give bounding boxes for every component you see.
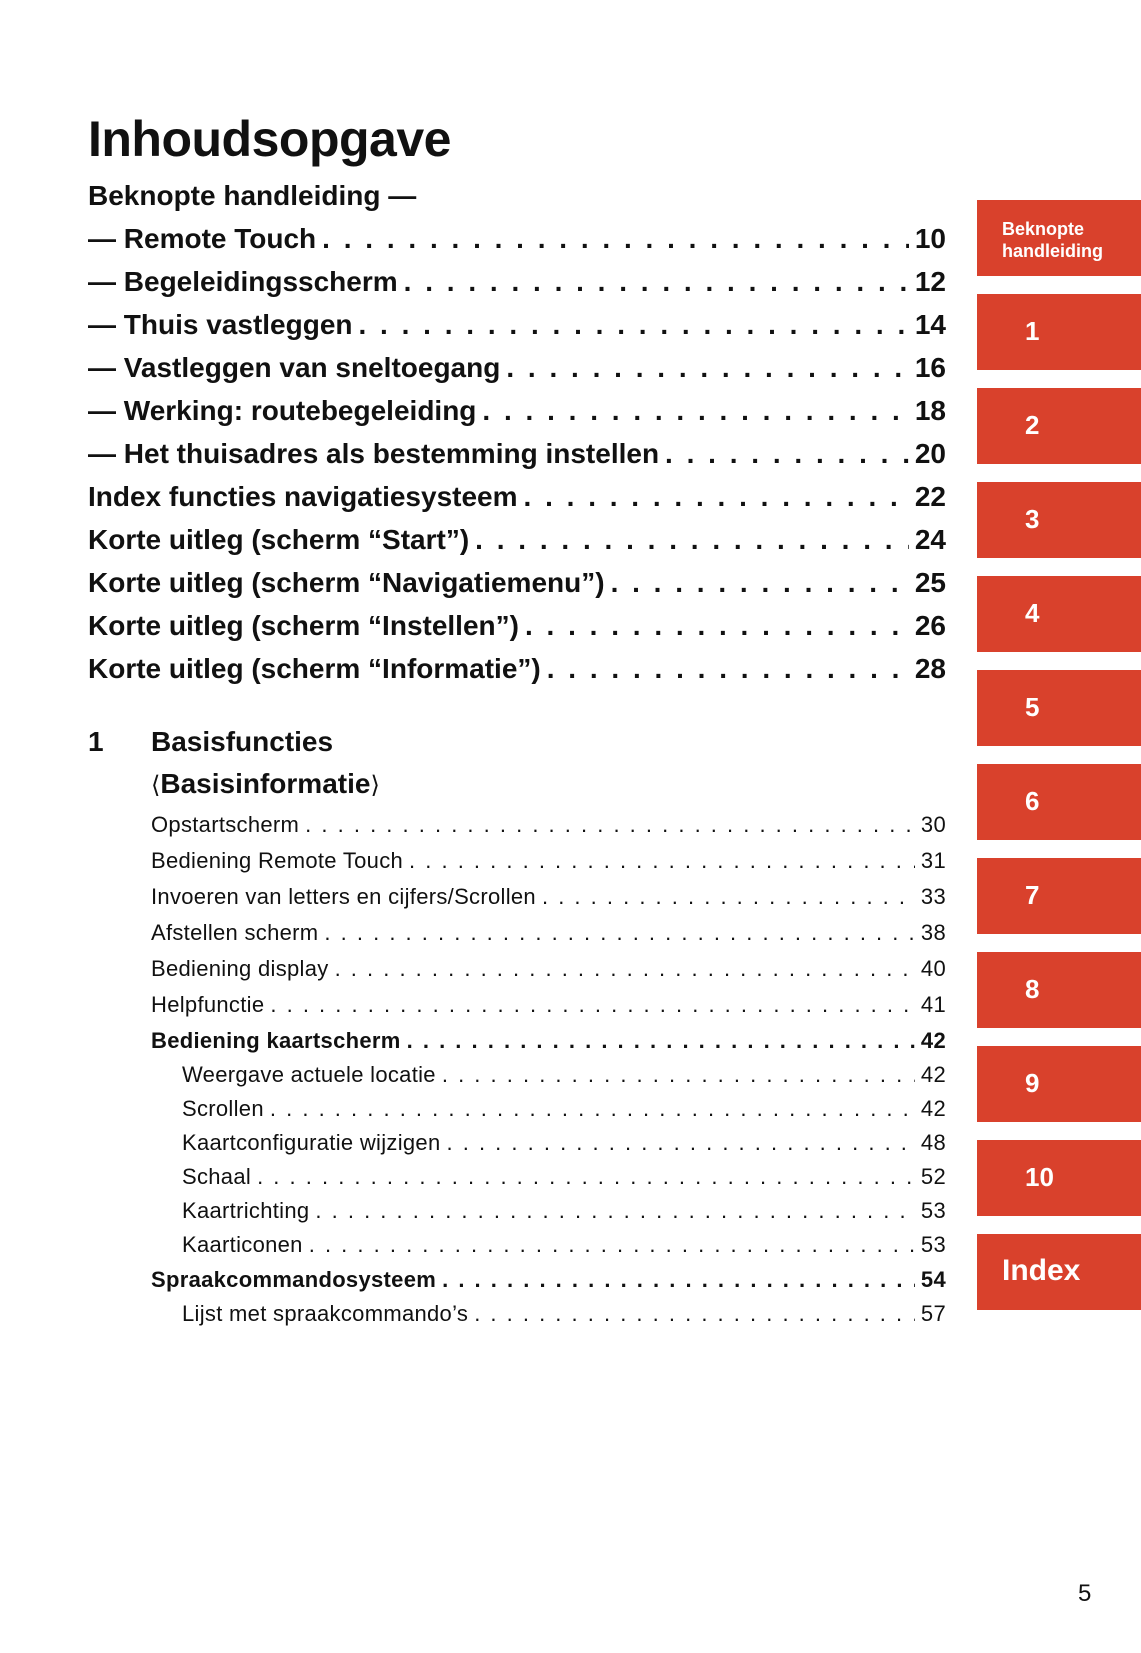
toc-entry[interactable] (88, 567, 946, 605)
toc-entry-label: — Thuis vastleggen (88, 309, 353, 340)
quick-guide-heading: Beknopte handleiding — (88, 180, 417, 211)
toc-entry-label: Scrollen (182, 1096, 264, 1121)
dot-leader (324, 920, 915, 946)
toc-entry-label: Korte uitleg (scherm “Instellen”) (88, 610, 519, 641)
tab-label: 9 (1025, 1068, 1040, 1098)
tab-chapter-2[interactable] (977, 388, 1141, 464)
toc-subentry[interactable] (182, 1096, 946, 1126)
toc-entry[interactable] (88, 309, 946, 347)
toc-entry[interactable] (88, 438, 946, 476)
bracket-open: ⟨ (151, 772, 161, 799)
toc-entry-label: Lijst met spraakcommando’s (182, 1301, 469, 1326)
toc-entry[interactable] (88, 223, 946, 261)
toc-entry-page: 53 (920, 1232, 946, 1257)
toc-entry-label: — Het thuisadres als bestemming instellen (88, 438, 660, 469)
toc-entry-label: Opstartscherm (151, 812, 300, 837)
dot-leader (547, 653, 909, 685)
tab-label: 6 (1025, 786, 1040, 816)
toc-entry-page: 40 (920, 956, 946, 981)
toc-entry[interactable] (88, 610, 946, 648)
toc-entry-page: 38 (920, 920, 946, 945)
toc-entry-page: 16 (914, 352, 946, 383)
toc-subentry[interactable] (151, 848, 946, 878)
dot-leader (270, 1096, 915, 1122)
toc-entry-page: 25 (914, 567, 946, 598)
tab-chapter-5[interactable] (977, 670, 1141, 746)
toc-entry-page: 33 (920, 884, 946, 909)
toc-entry-label: Korte uitleg (scherm “Informatie”) (88, 653, 541, 684)
tab-quick-guide-line2: handleiding (1002, 241, 1103, 261)
toc-entry-label: — Begeleidingsscherm (88, 266, 398, 297)
dot-leader (474, 1301, 915, 1327)
dot-leader (335, 956, 915, 982)
toc-entry-label: Bediening display (151, 956, 329, 981)
toc-entry[interactable] (88, 653, 946, 691)
page-number: 5 (1078, 1580, 1092, 1607)
toc-entry-label: Kaartconfiguratie wijzigen (182, 1130, 441, 1155)
tab-label: Index (1002, 1254, 1081, 1287)
toc-entry-page: 42 (920, 1028, 946, 1053)
toc-entry-page: 53 (920, 1198, 946, 1223)
dot-leader (475, 524, 909, 556)
toc-entry-label: Kaarticonen (182, 1232, 303, 1257)
toc-entry-page: 41 (920, 992, 946, 1017)
toc-entry[interactable] (88, 266, 946, 304)
toc-entry-label: Korte uitleg (scherm “Navigatiemenu”) (88, 567, 605, 598)
toc-subentry[interactable] (151, 812, 946, 842)
dot-leader (524, 481, 909, 513)
dot-leader (315, 1198, 915, 1224)
chapter-subtitle (151, 768, 380, 800)
tab-quick-guide[interactable] (977, 200, 1141, 276)
chapter-number: 1 (88, 726, 104, 757)
toc-entry-page: 57 (920, 1301, 946, 1326)
toc-entry[interactable] (88, 352, 946, 390)
dot-leader (482, 395, 908, 427)
tab-label: 4 (1025, 598, 1040, 628)
tab-label: 2 (1025, 410, 1040, 440)
toc-subentry[interactable] (182, 1198, 946, 1228)
toc-entry[interactable] (88, 395, 946, 433)
dot-leader (447, 1130, 915, 1156)
toc-entry-page: 28 (914, 653, 946, 684)
toc-subentry-group[interactable] (151, 1028, 946, 1058)
toc-entry-label: Spraakcommandosysteem (151, 1267, 437, 1292)
dot-leader (309, 1232, 915, 1258)
dot-leader (442, 1267, 915, 1293)
dot-leader (257, 1164, 915, 1190)
tab-chapter-1[interactable] (977, 294, 1141, 370)
toc-entry-page: 22 (914, 481, 946, 512)
toc-entry-label: Schaal (182, 1164, 252, 1189)
toc-entry[interactable] (88, 524, 946, 562)
tab-quick-guide-label (1002, 218, 1103, 262)
toc-subentry[interactable] (151, 956, 946, 986)
toc-entry-page: 10 (914, 223, 946, 254)
toc-entry-label: — Werking: routebegeleiding (88, 395, 477, 426)
toc-entry-page: 42 (920, 1096, 946, 1121)
tab-chapter-4[interactable] (977, 576, 1141, 652)
tab-chapter-7[interactable] (977, 858, 1141, 934)
tab-label: 10 (1025, 1162, 1054, 1192)
toc-subentry[interactable] (182, 1062, 946, 1092)
toc-subentry[interactable] (182, 1232, 946, 1262)
dot-leader (407, 1028, 915, 1054)
tab-label: 3 (1025, 504, 1040, 534)
toc-entry-page: 54 (920, 1267, 946, 1292)
toc-entry-label: Invoeren van letters en cijfers/Scrollen (151, 884, 536, 909)
toc-subentry[interactable] (182, 1164, 946, 1194)
bracket-close: ⟩ (370, 772, 380, 799)
toc-entry-label: — Remote Touch (88, 223, 317, 254)
toc-subentry[interactable] (151, 992, 946, 1022)
toc-entry-label: Index functies navigatiesysteem (88, 481, 518, 512)
tab-label: 5 (1025, 692, 1040, 722)
toc-entry-page: 42 (920, 1062, 946, 1087)
tab-chapter-8[interactable] (977, 952, 1141, 1028)
toc-entry-label: Korte uitleg (scherm “Start”) (88, 524, 470, 555)
toc-entry-label: Afstellen scherm (151, 920, 319, 945)
toc-entry-label: — Vastleggen van sneltoegang (88, 352, 501, 383)
dot-leader (270, 992, 915, 1018)
dot-leader (611, 567, 909, 599)
tab-chapter-9[interactable] (977, 1046, 1141, 1122)
dot-leader (359, 309, 909, 341)
dot-leader (442, 1062, 915, 1088)
tab-label: 1 (1025, 316, 1040, 346)
toc-entry-label: Bediening kaartscherm (151, 1028, 401, 1053)
toc-subentry[interactable] (182, 1301, 946, 1331)
toc-entry-page: 31 (920, 848, 946, 873)
dot-leader (409, 848, 915, 874)
toc-entry[interactable] (88, 481, 946, 519)
dot-leader (665, 438, 909, 470)
page-title: Inhoudsopgave (88, 111, 451, 167)
tab-label: 8 (1025, 974, 1040, 1004)
dot-leader (525, 610, 909, 642)
tab-chapter-6[interactable] (977, 764, 1141, 840)
toc-entry-page: 14 (914, 309, 946, 340)
dot-leader (404, 266, 909, 298)
toc-subentry[interactable] (151, 920, 946, 950)
toc-entry-label: Helpfunctie (151, 992, 265, 1017)
toc-entry-label: Kaartrichting (182, 1198, 310, 1223)
toc-entry-page: 26 (914, 610, 946, 641)
dot-leader (506, 352, 909, 384)
toc-subentry[interactable] (182, 1130, 946, 1160)
toc-entry-label: Bediening Remote Touch (151, 848, 404, 873)
dot-leader (542, 884, 915, 910)
toc-entry-page: 20 (914, 438, 946, 469)
tab-chapter-3[interactable] (977, 482, 1141, 558)
toc-entry-label: Weergave actuele locatie (182, 1062, 436, 1087)
toc-entry-page: 30 (920, 812, 946, 837)
tab-label: 7 (1025, 880, 1040, 910)
chapter-subtitle-text: Basisinformatie (160, 768, 371, 799)
tab-chapter-10[interactable] (977, 1140, 1141, 1216)
toc-subentry-group[interactable] (151, 1267, 946, 1297)
toc-entry-page: 48 (920, 1130, 946, 1155)
toc-entry-page: 18 (914, 395, 946, 426)
toc-entry-page: 52 (920, 1164, 946, 1189)
dot-leader (322, 223, 909, 255)
toc-subentry[interactable] (151, 884, 946, 914)
chapter-title: Basisfuncties (151, 726, 334, 757)
toc-entry-page: 12 (914, 266, 946, 297)
tab-index[interactable] (977, 1234, 1141, 1310)
dot-leader (305, 812, 915, 838)
tab-quick-guide-line1: Beknopte (1002, 219, 1085, 239)
toc-entry-page: 24 (914, 524, 946, 555)
